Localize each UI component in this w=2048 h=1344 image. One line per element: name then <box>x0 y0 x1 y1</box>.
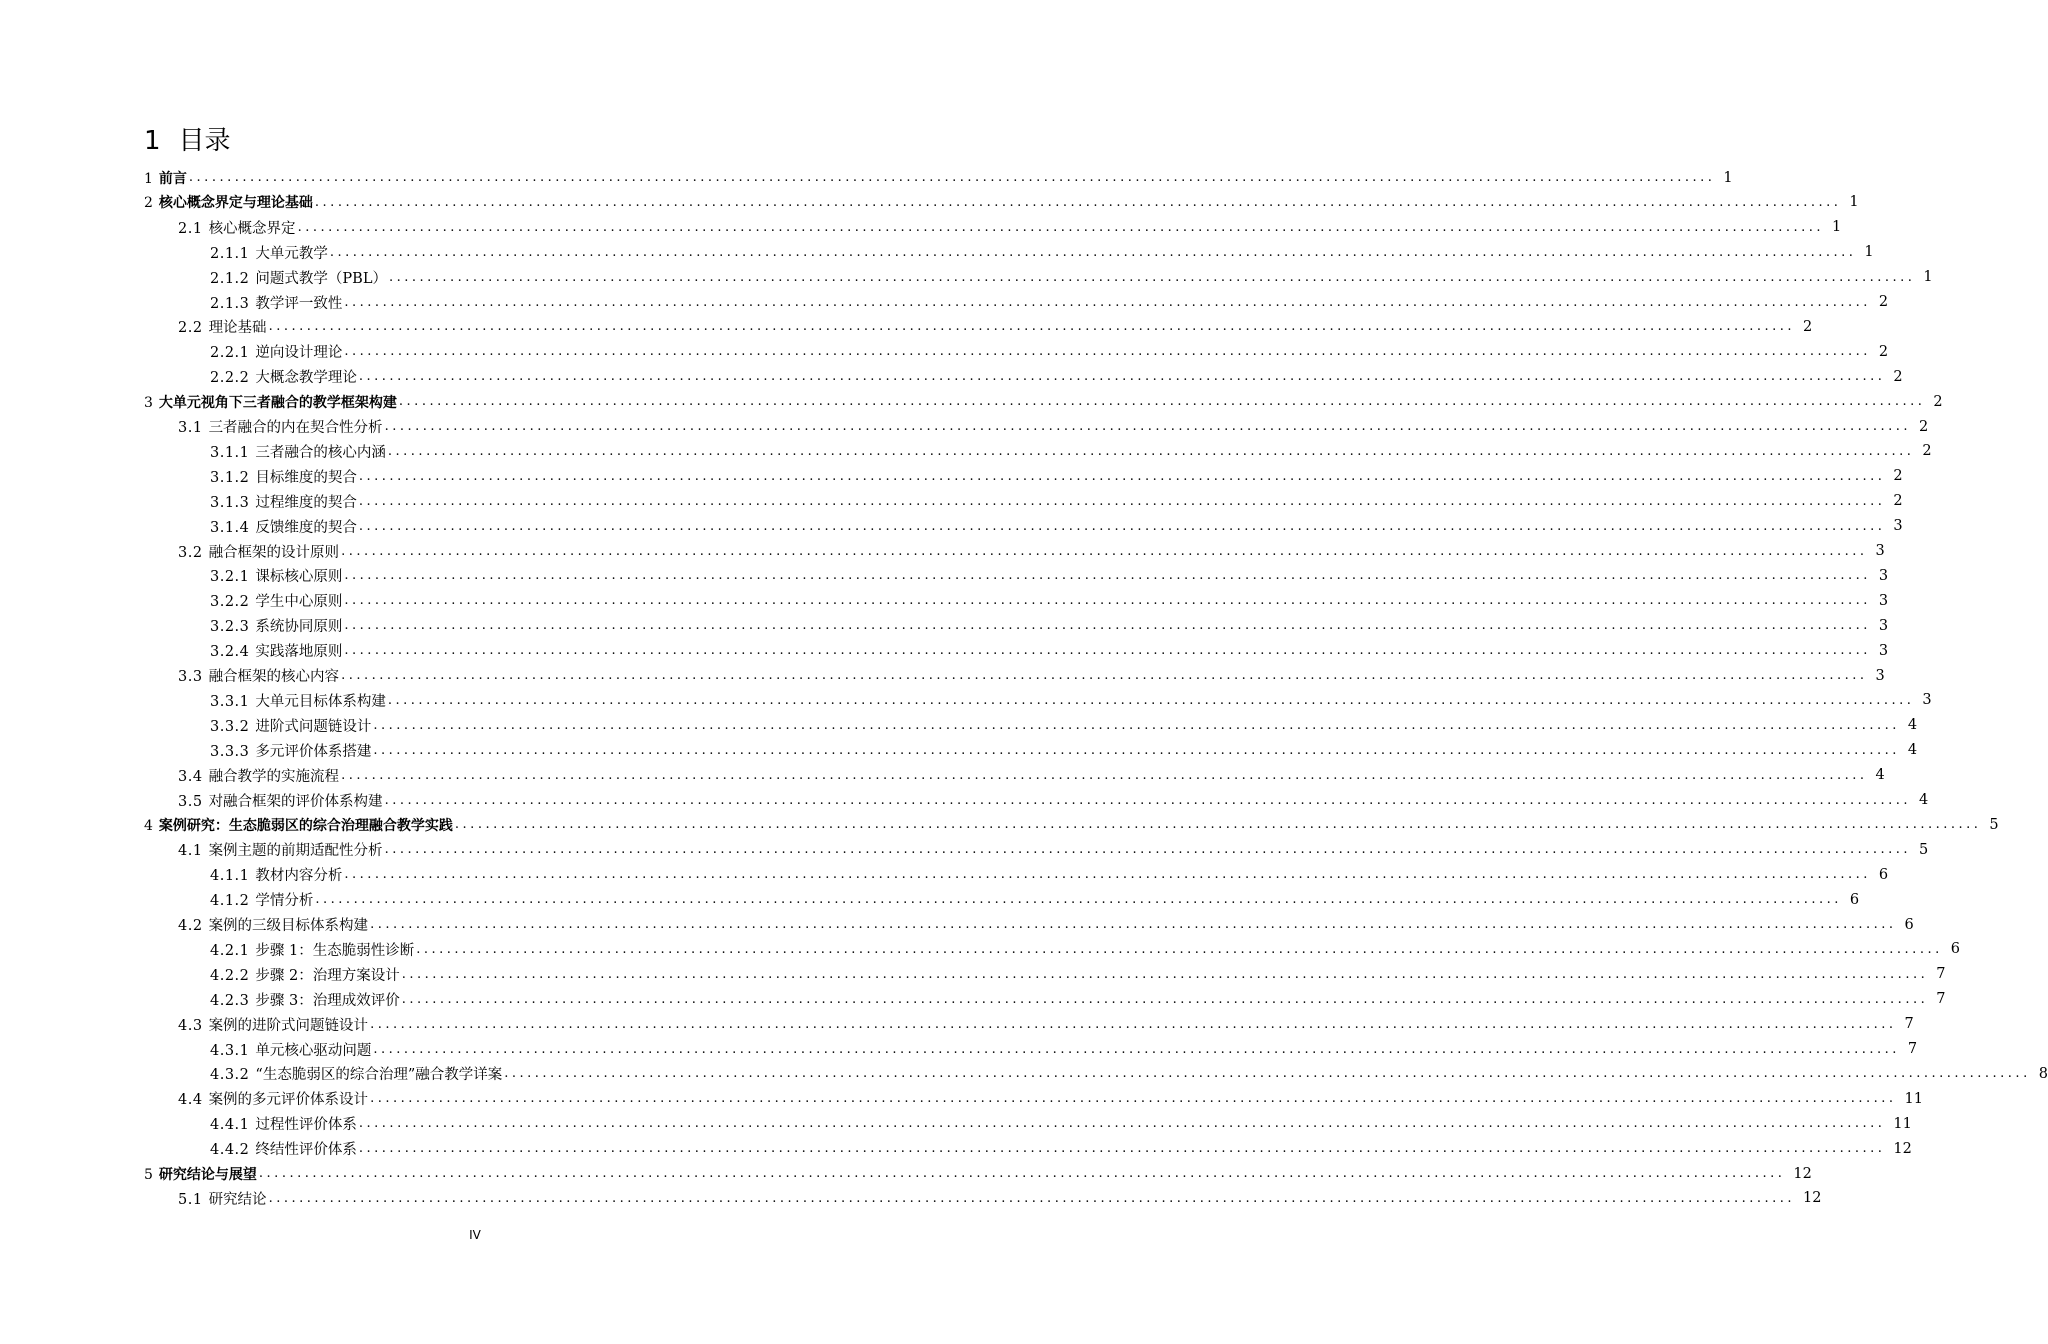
toc-entry-number: 3.1.2 <box>210 469 250 486</box>
toc-entry-page: 3 <box>1922 692 1932 709</box>
toc-entry-page: 6 <box>1878 866 1889 883</box>
toc-entry-number: 4.2.3 <box>210 992 250 1009</box>
toc-entry-title: 大概念教学理论 <box>255 370 357 387</box>
toc-entry-label <box>178 541 339 562</box>
toc-dot-leader: ........................................................................................................................................................................................................ <box>344 867 1871 883</box>
toc-entry-title: 学生中心原则 <box>255 594 343 611</box>
toc-dot-leader: ........................................................................................................................................................................................................ <box>370 1016 1897 1032</box>
toc-entry-label <box>178 914 368 935</box>
toc-entry-title: 大单元视角下三者融合的教学框架构建 <box>158 394 397 411</box>
toc-entry-title: 课标核心原则 <box>255 569 343 586</box>
toc-entry-title: 融合框架的设计原则 <box>208 544 340 561</box>
toc-entry-title: 案例的进阶式问题链设计 <box>208 1017 369 1034</box>
toc-entry-title: 研究结论 <box>208 1191 267 1208</box>
toc-entry-label <box>210 516 357 537</box>
page-number: IV <box>469 1228 481 1242</box>
toc-entry-title: 三者融合的核心内涵 <box>255 444 386 461</box>
toc-entry-label <box>144 192 313 212</box>
toc-entry-number: 2.1 <box>178 220 203 237</box>
toc-dot-leader: ........................................................................................................................................................................................................ <box>384 792 1912 808</box>
toc-entry-number: 3.1.3 <box>210 494 250 511</box>
toc-entry-number: 3.2.3 <box>210 619 250 636</box>
toc-entry-page: 4 <box>1907 742 1918 759</box>
toc-entry-number: 2.1.1 <box>210 245 250 262</box>
toc-entry-number: 3.4 <box>178 768 203 785</box>
toc-entry-page: 6 <box>1904 916 1914 933</box>
toc-entry[interactable] <box>210 464 1903 489</box>
toc-entry[interactable] <box>210 1136 1912 1161</box>
toc-entry-title: 学情分析 <box>255 893 314 910</box>
toc-entry-title: 案例研究：生态脆弱区的综合治理融合教学实践 <box>158 817 453 834</box>
toc-entry[interactable] <box>210 240 1874 265</box>
toc-entry-page: 6 <box>1950 941 1960 958</box>
toc-entry-title: 步骤 3：治理成效评价 <box>255 992 400 1009</box>
toc-dot-leader: ........................................................................................................................................................................................................ <box>373 742 1900 758</box>
toc-entry-page: 2 <box>1893 493 1903 510</box>
toc-entry-number: 4.3.1 <box>210 1042 250 1059</box>
toc-entry-label <box>210 615 342 636</box>
toc-entry-number: 4.4 <box>178 1092 203 1109</box>
toc-entry-label <box>178 416 383 437</box>
toc-entry-label <box>144 1164 257 1184</box>
toc-entry-label <box>178 790 383 811</box>
toc-entry-label <box>178 1188 267 1209</box>
toc-entry-number: 4.3.2 <box>210 1067 250 1084</box>
toc-entry-title: 案例主题的前期适配性分析 <box>208 843 383 860</box>
toc-entry-page: 12 <box>1793 1165 1812 1182</box>
toc-entry-number: 4.4.1 <box>210 1117 250 1134</box>
toc-entry-label <box>144 815 453 835</box>
toc-entry-number: 2.2 <box>178 320 203 337</box>
toc-entry-label <box>210 640 342 661</box>
toc-entry-page: 4 <box>1907 717 1918 734</box>
toc-dot-leader: ........................................................................................................................................................................................................ <box>384 419 1912 434</box>
toc-entry-label <box>178 1014 368 1035</box>
toc-entry[interactable] <box>210 290 1889 315</box>
toc-dot-leader: ........................................................................................................................................................................................................ <box>358 369 1886 385</box>
toc-dot-leader: ........................................................................................................................................................................................................ <box>398 394 1926 410</box>
toc-entry-title: 研究结论与展望 <box>158 1166 257 1183</box>
toc-entry-number: 2.1.3 <box>210 295 250 312</box>
toc-entry-number: 4.1.2 <box>210 893 250 910</box>
toc-entry[interactable] <box>210 563 1889 588</box>
toc-entry-number: 4 <box>144 817 153 834</box>
toc-entry-page: 2 <box>1919 418 1929 435</box>
toc-entry-title: 三者融合的内在契合性分析 <box>208 420 383 436</box>
toc-entry-title: 大单元目标体系构建 <box>255 693 386 710</box>
toc-dot-leader: ........................................................................................................................................................................................................ <box>416 941 1943 957</box>
toc-dot-leader: ........................................................................................................................................................................................................ <box>388 269 1916 285</box>
toc-entry-page: 1 <box>1864 244 1874 261</box>
toc-entry-label <box>210 366 357 387</box>
toc-entry-label <box>210 864 342 885</box>
toc-entry-page: 7 <box>1936 991 1946 1008</box>
toc-entry[interactable] <box>210 1061 2048 1086</box>
toc-entry[interactable] <box>178 663 1885 688</box>
toc-entry-label <box>210 491 357 512</box>
toc-entry-label <box>178 665 339 686</box>
toc-entry-label <box>178 316 267 337</box>
toc-entry-title: 核心概念界定 <box>208 220 296 237</box>
toc-entry[interactable] <box>210 613 1889 638</box>
toc-dot-leader: ........................................................................................................................................................................................................ <box>268 1190 1796 1206</box>
toc-dot-leader: ........................................................................................................................................................................................................ <box>344 643 1871 659</box>
toc-entry-number: 4.1 <box>178 843 203 860</box>
toc-entry-page: 2 <box>1922 443 1932 460</box>
toc-entry-page: 2 <box>1893 368 1903 385</box>
toc-entry-title: 融合框架的核心内容 <box>208 669 340 685</box>
toc-entry-label <box>178 1088 368 1109</box>
toc-entry-number: 2.1.2 <box>210 270 250 287</box>
toc-entry-page: 3 <box>1893 518 1903 535</box>
toc-dot-leader: ........................................................................................................................................................................................................ <box>314 194 1842 210</box>
toc-entry-title: 大单元教学 <box>255 245 328 262</box>
toc-entry-title: 融合教学的实施流程 <box>208 768 340 785</box>
toc-entry-number: 3.2.1 <box>210 569 250 586</box>
toc-entry-number: 4.1.1 <box>210 868 250 885</box>
toc-entry-page: 1 <box>1832 219 1842 236</box>
toc-entry[interactable] <box>210 638 1889 663</box>
toc-entry-title: 步骤 1：生态脆弱性诊断 <box>255 942 415 959</box>
toc-entry[interactable] <box>144 812 1999 837</box>
toc-entry-page: 12 <box>1803 1190 1822 1207</box>
toc-dot-leader: ........................................................................................................................................................................................................ <box>370 1091 1897 1107</box>
toc-entry-title: “生态脆弱区的综合治理”融合教学详案 <box>255 1067 503 1084</box>
toc-entry-title: 案例的三级目标体系构建 <box>208 918 369 934</box>
toc-entry-page: 12 <box>1893 1140 1912 1157</box>
toc-entry-number: 4.4.2 <box>210 1142 250 1159</box>
toc-entry-label <box>210 267 387 288</box>
toc-entry-number: 4.2.2 <box>210 967 250 984</box>
toc-dot-leader: ........................................................................................................................................................................................................ <box>454 817 1982 833</box>
toc-entry-label <box>210 1113 357 1134</box>
toc-dot-leader: ........................................................................................................................................................................................................ <box>329 244 1857 260</box>
toc-entry-label <box>178 217 296 238</box>
toc-entry-title: 问题式教学（PBL） <box>255 270 387 287</box>
toc-entry-label <box>210 242 328 263</box>
toc-entry-number: 3.3.2 <box>210 718 250 735</box>
toc-entry-page: 3 <box>1875 543 1885 559</box>
toc-entry[interactable] <box>178 837 1929 862</box>
toc-entry[interactable] <box>178 1086 1923 1111</box>
toc-dot-leader: ........................................................................................................................................................................................................ <box>188 170 1716 185</box>
toc-entry[interactable] <box>210 514 1903 539</box>
toc-entry-label <box>144 168 187 188</box>
toc-entry[interactable] <box>210 489 1903 514</box>
toc-dot-leader: ........................................................................................................................................................................................................ <box>344 294 1871 310</box>
toc-entry-label <box>210 292 342 313</box>
toc-dot-leader: ........................................................................................................................................................................................................ <box>268 319 1796 335</box>
toc-entry-title: 多元评价体系搭建 <box>255 743 372 760</box>
toc-entry-page: 7 <box>1904 1016 1914 1033</box>
toc-dot-leader: ........................................................................................................................................................................................................ <box>373 717 1900 733</box>
toc-dot-leader: ........................................................................................................................................................................................................ <box>358 468 1886 484</box>
toc-entry-number: 2.2.2 <box>210 370 250 387</box>
toc-entry[interactable] <box>178 314 1813 339</box>
toc-dot-leader: ........................................................................................................................................................................................................ <box>358 1116 1886 1132</box>
toc-entry-number: 4.3 <box>178 1017 203 1034</box>
toc-entry-label <box>210 590 342 611</box>
toc-entry[interactable] <box>178 763 1885 788</box>
toc-entry-title: 核心概念界定与理论基础 <box>158 195 313 212</box>
toc-entry-page: 5 <box>1919 841 1929 858</box>
toc-entry-page: 4 <box>1875 767 1885 784</box>
toc-entry-number: 4.2 <box>178 918 203 934</box>
toc-entry[interactable] <box>210 862 1889 887</box>
toc-entry-number: 3.2 <box>178 544 203 561</box>
toc-dot-leader: ........................................................................................................................................................................................................ <box>341 543 1868 559</box>
toc-entry-title: 目标维度的契合 <box>255 469 357 486</box>
toc-dot-leader: ........................................................................................................................................................................................................ <box>358 1141 1886 1157</box>
toc-entry-page: 2 <box>1878 343 1889 360</box>
toc-entry-label <box>210 964 400 985</box>
toc-entry-title: 系统协同原则 <box>255 619 343 636</box>
toc-entry-page: 11 <box>1893 1115 1912 1132</box>
toc-entry-title: 教学评一致性 <box>255 295 343 312</box>
toc-entry-page: 7 <box>1936 966 1946 983</box>
toc-entry-number: 3.5 <box>178 793 203 810</box>
toc-entry-title: 逆向设计理论 <box>255 345 343 362</box>
toc-entry-number: 1 <box>144 170 153 187</box>
toc-entry-label <box>210 565 342 586</box>
toc-entry-number: 3.2.2 <box>210 594 250 611</box>
toc-entry-page: 2 <box>1893 468 1903 485</box>
toc-dot-leader: ........................................................................................................................................................................................................ <box>341 767 1868 783</box>
toc-entry-title: 步骤 2：治理方案设计 <box>255 967 400 984</box>
toc-dot-leader: ........................................................................................................................................................................................................ <box>358 493 1886 509</box>
toc-entry-title: 对融合框架的评价体系构建 <box>208 793 383 810</box>
toc-entry[interactable] <box>210 265 1933 290</box>
toc-entry-number: 3.2.4 <box>210 644 250 661</box>
toc-entry[interactable] <box>210 339 1889 364</box>
toc-entry-page: 3 <box>1878 617 1889 634</box>
toc-dot-leader: ........................................................................................................................................................................................................ <box>373 1041 1900 1057</box>
toc-entry[interactable] <box>210 713 1918 738</box>
toc-entry-page: 1 <box>1723 169 1733 186</box>
toc-dot-leader: ........................................................................................................................................................................................................ <box>344 568 1871 584</box>
toc-entry-label <box>210 989 400 1010</box>
toc-entry[interactable] <box>210 887 1860 912</box>
toc-entry[interactable] <box>210 738 1918 763</box>
title-text: 目录 <box>178 126 231 156</box>
toc-dot-leader: ........................................................................................................................................................................................................ <box>401 966 1929 982</box>
toc-dot-leader: ........................................................................................................................................................................................................ <box>258 1166 1786 1181</box>
toc-entry-title: 过程维度的契合 <box>255 494 357 511</box>
toc-entry[interactable] <box>178 788 1929 813</box>
toc-entry-page: 1 <box>1923 269 1933 286</box>
toc-dot-leader: ........................................................................................................................................................................................................ <box>387 692 1915 708</box>
toc-dot-leader: ........................................................................................................................................................................................................ <box>315 892 1842 908</box>
toc-dot-leader: ........................................................................................................................................................................................................ <box>344 344 1871 360</box>
toc-entry[interactable] <box>144 1161 1812 1186</box>
title-number: 1 <box>144 126 161 156</box>
toc-entry[interactable] <box>210 439 1932 464</box>
toc-entry-label <box>210 466 357 487</box>
toc-entry[interactable] <box>178 1186 1822 1211</box>
toc-entry-page: 11 <box>1904 1090 1923 1107</box>
toc-entry[interactable] <box>210 1111 1912 1136</box>
toc-entry-title: 进阶式问题链设计 <box>255 718 372 735</box>
toc-entry-number: 3.1.1 <box>210 444 250 461</box>
toc-dot-leader: ........................................................................................................................................................................................................ <box>344 593 1871 609</box>
toc-entry[interactable] <box>144 190 1859 215</box>
toc-entry[interactable] <box>144 389 1943 414</box>
toc-entry-title: 单元核心驱动问题 <box>255 1042 372 1059</box>
toc-entry-label <box>178 765 339 786</box>
toc-entry-title: 案例的多元评价体系设计 <box>208 1092 369 1109</box>
toc-entry[interactable] <box>178 215 1842 240</box>
toc-dot-leader: ........................................................................................................................................................................................................ <box>504 1066 2031 1082</box>
toc-dot-leader: ........................................................................................................................................................................................................ <box>370 917 1897 932</box>
toc-entry-number: 2.2.1 <box>210 345 250 362</box>
toc-entry-label <box>210 939 414 960</box>
toc-dot-leader: ........................................................................................................................................................................................................ <box>384 842 1912 858</box>
toc-entry-title: 前言 <box>158 170 187 187</box>
toc-entry-label <box>210 690 386 711</box>
toc-entry-page: 7 <box>1907 1041 1918 1057</box>
toc-entry-number: 3.3.1 <box>210 693 250 710</box>
toc-entry-page: 1 <box>1849 194 1859 211</box>
toc-entry-page: 3 <box>1878 642 1889 659</box>
toc-entry-label <box>210 1039 371 1060</box>
toc-entry-number: 3 <box>144 394 153 411</box>
toc-entry-page: 3 <box>1878 592 1889 609</box>
toc-entry-title: 过程性评价体系 <box>255 1117 357 1134</box>
toc-entry-page: 4 <box>1919 792 1929 808</box>
toc-entry-label <box>210 715 371 736</box>
toc-entry-number: 3.3.3 <box>210 743 250 760</box>
toc-entry-title: 实践落地原则 <box>255 644 343 661</box>
toc-entry-label <box>210 1138 357 1159</box>
toc-entry-label <box>210 441 386 462</box>
toc-entry[interactable] <box>178 539 1885 564</box>
toc-entry-page: 2 <box>1803 318 1813 335</box>
toc-entry[interactable] <box>178 1012 1914 1037</box>
toc-entry[interactable] <box>210 1037 1918 1062</box>
toc-dot-leader: ........................................................................................................................................................................................................ <box>297 219 1825 235</box>
toc-entry-number: 5 <box>144 1166 153 1183</box>
toc-dot-leader: ........................................................................................................................................................................................................ <box>387 443 1915 459</box>
toc-entry-number: 3.1 <box>178 420 203 436</box>
toc-entry-page: 3 <box>1875 667 1885 684</box>
toc-entry-title: 反馈维度的契合 <box>255 519 357 536</box>
toc-entry-title: 终结性评价体系 <box>255 1142 357 1159</box>
toc-entry-label <box>210 341 342 362</box>
toc-entry[interactable] <box>210 364 1903 389</box>
toc-entry-page: 2 <box>1878 294 1889 310</box>
toc-entry-number: 4.2.1 <box>210 942 250 959</box>
toc-entry[interactable] <box>210 987 1946 1012</box>
toc-entry[interactable] <box>210 588 1889 613</box>
toc-entry[interactable] <box>144 165 1733 190</box>
toc-dot-leader: ........................................................................................................................................................................................................ <box>341 668 1868 683</box>
toc-dot-leader: ........................................................................................................................................................................................................ <box>358 518 1886 534</box>
toc-entry-label <box>210 740 371 761</box>
page-title <box>144 124 231 158</box>
toc-entry[interactable] <box>178 414 1929 439</box>
toc-entry[interactable] <box>210 688 1932 713</box>
toc-entry-label <box>210 889 313 910</box>
toc-entry-title: 教材内容分析 <box>255 868 343 885</box>
toc-entry-page: 2 <box>1933 393 1943 410</box>
toc-entry[interactable] <box>178 912 1914 937</box>
toc-entry-number: 2 <box>144 195 153 212</box>
toc-entry[interactable] <box>210 937 1960 962</box>
toc-entry-label <box>178 839 383 860</box>
toc-entry-page: 8 <box>2038 1065 2048 1082</box>
toc-dot-leader: ........................................................................................................................................................................................................ <box>401 991 1929 1007</box>
toc-entry-number: 3.3 <box>178 669 203 685</box>
toc-entry-label <box>210 1063 502 1084</box>
toc-entry-label <box>144 392 397 412</box>
toc-entry-page: 5 <box>1989 816 1999 833</box>
toc-entry-page: 3 <box>1878 567 1889 584</box>
toc-entry-number: 5.1 <box>178 1191 203 1208</box>
toc-entry-page: 6 <box>1849 891 1860 908</box>
toc-entry[interactable] <box>210 962 1946 987</box>
toc-dot-leader: ........................................................................................................................................................................................................ <box>344 618 1871 634</box>
toc-entry-title: 理论基础 <box>208 320 267 337</box>
toc-entry-number: 3.1.4 <box>210 519 250 536</box>
